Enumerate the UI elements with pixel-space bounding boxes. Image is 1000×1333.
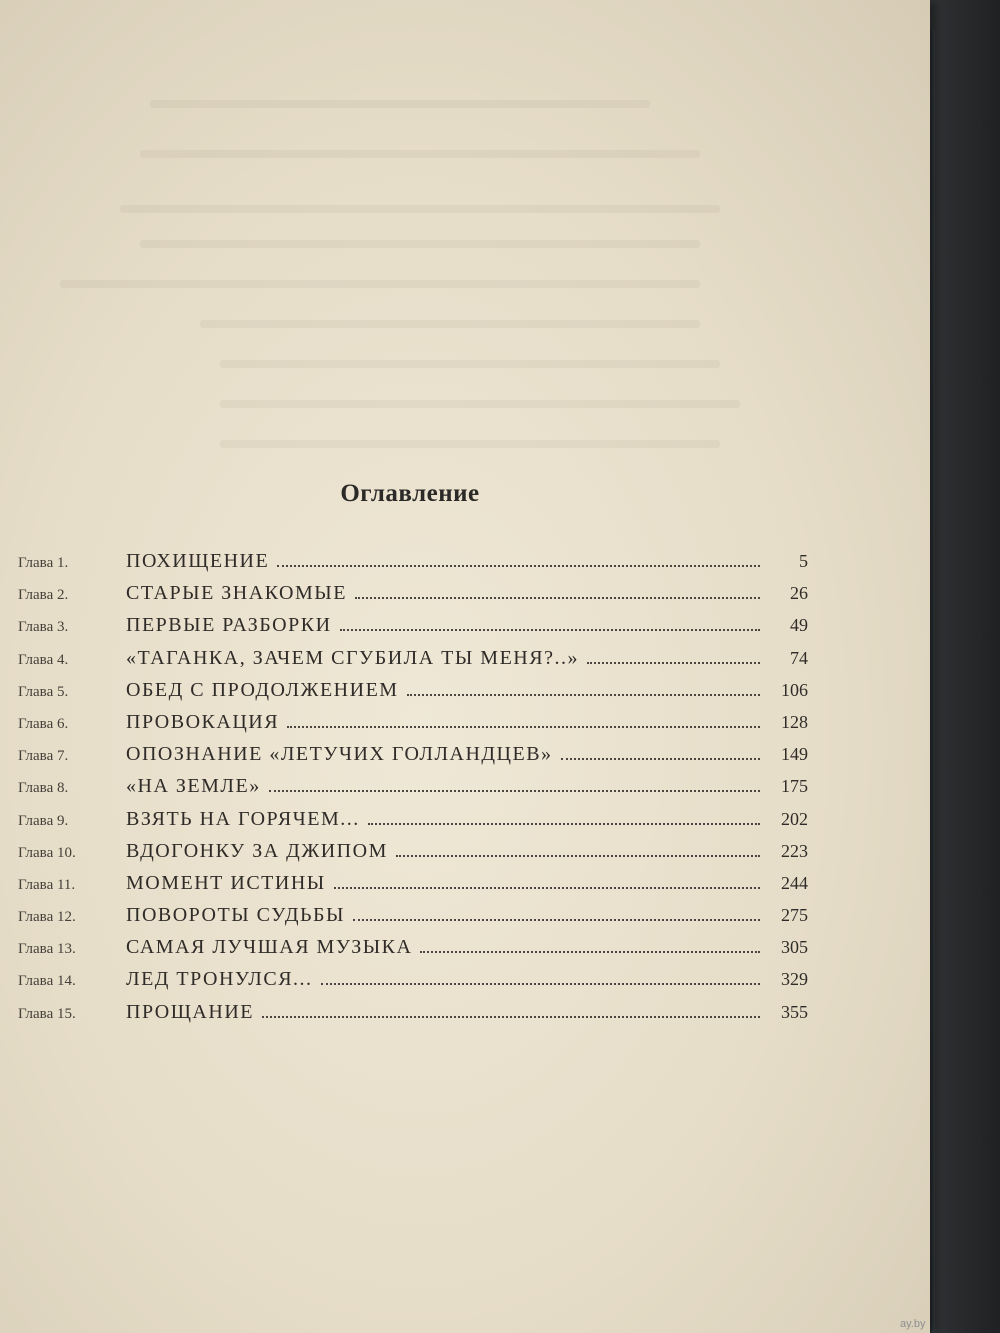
chapter-title: ВДОГОНКУ ЗА ДЖИПОМ (126, 839, 388, 862)
show-through-line (60, 280, 700, 288)
dot-leader (269, 790, 760, 792)
toc-entry (18, 775, 808, 805)
chapter-number: Глава 11. (18, 876, 76, 893)
toc-entry (18, 936, 808, 966)
show-through-line (220, 400, 740, 408)
chapter-title: «НА ЗЕМЛЕ» (126, 775, 261, 798)
chapter-number: Глава 15. (18, 1005, 76, 1022)
chapter-number: Глава 5. (18, 683, 69, 700)
page-number: 355 (781, 1001, 808, 1022)
chapter-title: ПРОВОКАЦИЯ (126, 710, 280, 733)
chapter-number: Глава 2. (18, 587, 69, 604)
page-number: 275 (781, 905, 808, 926)
dot-leader (368, 823, 760, 825)
toc-entry (18, 711, 808, 741)
dot-leader (287, 726, 760, 728)
chapter-title: ПЕРВЫЕ РАЗБОРКИ (126, 614, 332, 637)
dot-leader (262, 1016, 760, 1018)
dot-leader (353, 919, 760, 921)
page-number: 329 (781, 969, 808, 990)
toc-entry (18, 550, 808, 580)
page-number: 49 (790, 615, 808, 636)
dot-leader (334, 887, 760, 889)
chapter-number: Глава 7. (18, 748, 69, 765)
chapter-title: ОПОЗНАНИЕ «ЛЕТУЧИХ ГОЛЛАНДЦЕВ» (126, 743, 553, 766)
dot-leader (277, 565, 760, 567)
chapter-number: Глава 6. (18, 715, 69, 732)
chapter-number: Глава 8. (18, 780, 69, 797)
toc-entry (18, 582, 808, 612)
table-of-contents (18, 550, 808, 1033)
chapter-title: ПОХИЩЕНИЕ (126, 550, 270, 572)
page-number: 223 (781, 840, 808, 861)
chapter-number: Глава 10. (18, 844, 76, 861)
toc-entry (18, 647, 808, 677)
show-through-line (220, 440, 720, 448)
page-number: 149 (781, 744, 808, 765)
page-number: 26 (790, 583, 808, 604)
chapter-title: ОБЕД С ПРОДОЛЖЕНИЕМ (126, 678, 399, 701)
show-through-line (200, 320, 700, 328)
show-through-line (220, 360, 720, 368)
chapter-title: ПРОЩАНИЕ (126, 1000, 254, 1023)
chapter-title: ЛЕД ТРОНУЛСЯ... (126, 968, 313, 991)
chapter-title: САМАЯ ЛУЧШАЯ МУЗЫКА (126, 936, 413, 959)
dot-leader (561, 758, 760, 760)
chapter-number: Глава 12. (18, 909, 76, 926)
chapter-title: ПОВОРОТЫ СУДЬБЫ (126, 904, 345, 927)
dot-leader (407, 694, 760, 696)
page-number: 244 (781, 872, 808, 893)
dot-leader (587, 662, 760, 664)
chapter-number: Глава 14. (18, 973, 76, 990)
toc-heading: Оглавление (340, 480, 480, 507)
dot-leader (340, 629, 760, 631)
chapter-number: Глава 1. (18, 555, 69, 571)
chapter-number: Глава 3. (18, 619, 69, 636)
toc-entry (18, 872, 808, 902)
show-through-line (150, 100, 650, 108)
toc-entry (18, 840, 808, 870)
dot-leader (355, 597, 760, 599)
chapter-number: Глава 4. (18, 651, 69, 668)
chapter-number: Глава 9. (18, 812, 69, 829)
toc-entry (18, 743, 808, 773)
page-number: 202 (781, 808, 808, 829)
page-number: 106 (781, 679, 808, 700)
show-through-line (140, 150, 700, 158)
watermark: ay.by (900, 1318, 926, 1330)
page-number: 5 (799, 551, 808, 571)
dot-leader (420, 951, 760, 953)
toc-entry (18, 968, 808, 998)
show-through-line (120, 205, 720, 213)
toc-entry (18, 808, 808, 838)
chapter-title: СТАРЫЕ ЗНАКОМЫЕ (126, 582, 347, 605)
page-number: 74 (790, 647, 808, 668)
toc-entry (18, 614, 808, 644)
toc-entry (18, 1001, 808, 1031)
chapter-number: Глава 13. (18, 941, 76, 958)
page-number: 128 (781, 711, 808, 732)
page-number: 175 (781, 776, 808, 797)
chapter-title: МОМЕНТ ИСТИНЫ (126, 871, 326, 894)
dot-leader (396, 855, 760, 857)
toc-entry (18, 904, 808, 934)
chapter-title: ВЗЯТЬ НА ГОРЯЧЕМ... (126, 807, 360, 830)
dot-leader (321, 983, 760, 985)
toc-entry (18, 679, 808, 709)
show-through-line (140, 240, 700, 248)
page-number: 305 (781, 937, 808, 958)
chapter-title: «ТАГАНКА, ЗАЧЕМ СГУБИЛА ТЫ МЕНЯ?..» (126, 646, 579, 669)
